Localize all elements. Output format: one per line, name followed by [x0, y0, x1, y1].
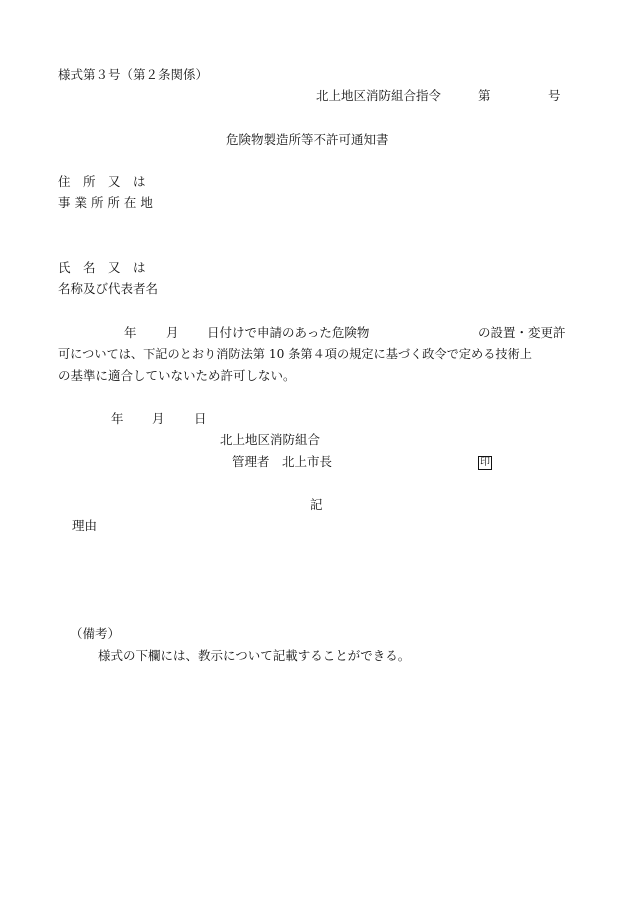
name-label-line1: 氏 名 又 は: [58, 260, 146, 275]
form-number: 様式第３号（第２条関係）: [58, 67, 209, 82]
reason-label: 理由: [72, 518, 98, 533]
number-suffix: 号: [548, 88, 561, 103]
document-title: 危険物製造所等不許可通知書: [226, 132, 389, 147]
address-label-line2: 事 業 所 所 在 地: [58, 195, 153, 210]
body-month-label: 月: [166, 325, 179, 340]
date-month-label: 月: [152, 411, 165, 426]
body-year-label: 年: [124, 325, 137, 340]
body-line3: の基準に適合していないため許可しない。: [58, 368, 296, 383]
note-heading: 記: [310, 497, 323, 512]
body-permission-type: の設置・変更許: [478, 325, 566, 340]
seal-mark: 印: [480, 457, 490, 468]
body-line2: 可については、下記のとおり消防法第 10 条第４項の規定に基づく政令で定める技術上: [58, 347, 532, 361]
body-dated-application: 日付けで申請のあった危険物: [207, 325, 370, 340]
issuer-org: 北上地区消防組合: [220, 432, 321, 447]
date-year-label: 年: [111, 411, 124, 426]
directive-org: 北上地区消防組合指令: [316, 88, 442, 103]
date-day-label: 日: [194, 411, 207, 426]
name-label-line2: 名称及び代表者名: [58, 281, 159, 296]
remarks-heading: （備考）: [70, 626, 121, 641]
remarks-text: 様式の下欄には、教示について記載することができる。: [98, 648, 411, 663]
address-label-line1: 住 所 又 は: [58, 174, 146, 189]
issuer-title: 管理者 北上市長: [232, 454, 333, 469]
number-prefix: 第: [478, 88, 491, 103]
